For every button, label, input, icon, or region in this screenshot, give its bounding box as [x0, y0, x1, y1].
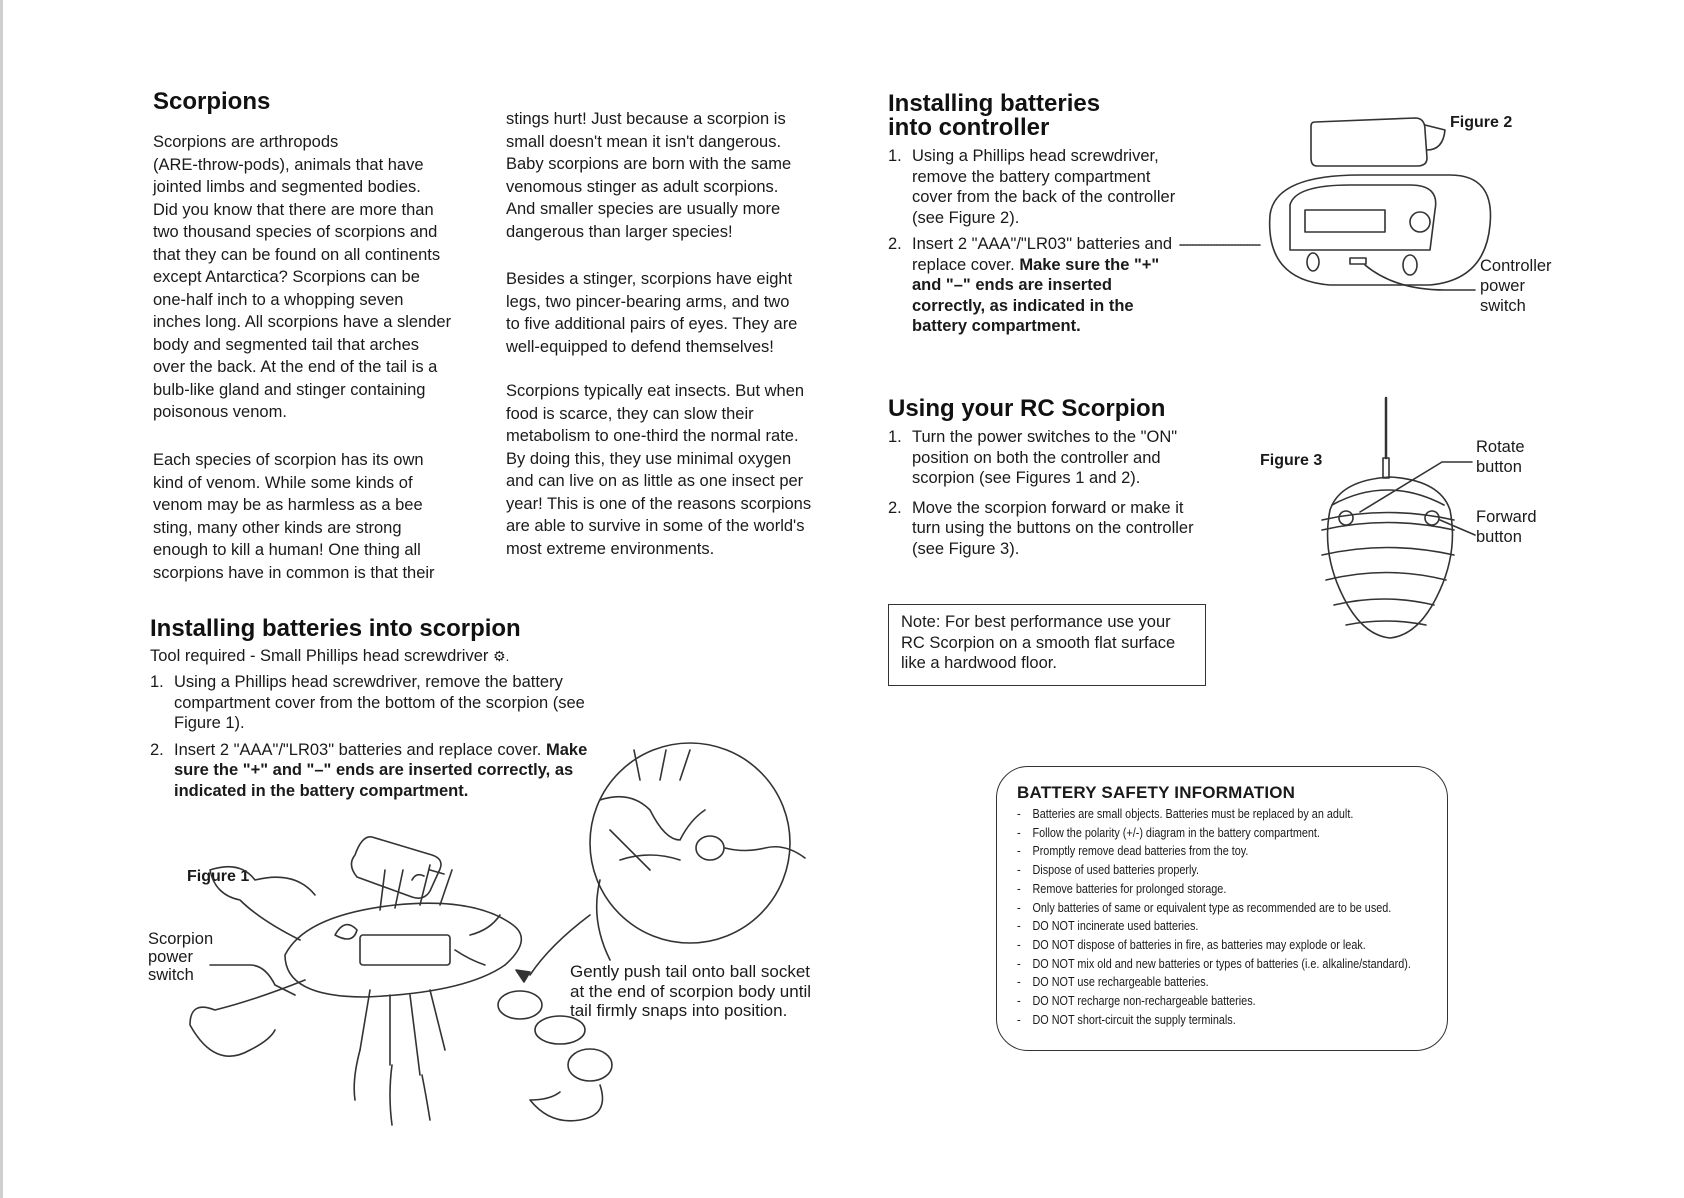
step-text: Turn the power switches to the "ON" position on both the controller and scorpion (see Figures 1 and 2).	[912, 428, 1178, 487]
safety-item: - Promptly remove dead batteries from the toy.	[1017, 842, 1371, 861]
step-text: Insert 2 "AAA"/"LR03" batteries and replace cover.	[912, 235, 1173, 274]
safety-item: - DO NOT mix old and new batteries or types of batteries (i.e. alkaline/standard).	[1017, 955, 1371, 974]
note-box: Note: For best performance use your RC Scorpion on a smooth flat surface like a hardwood floor.	[888, 604, 1206, 686]
step-text: Insert 2 "AAA"/"LR03" batteries and replace cover.	[174, 740, 542, 759]
safety-item: - DO NOT dispose of batteries in fire, as batteries may explode or leak.	[1017, 936, 1371, 955]
safety-item: - DO NOT recharge non-rechargeable batteries.	[1017, 992, 1371, 1011]
scorpions-paragraph-1: Scorpions are arthropods (ARE-throw-pods), animals that have jointed limbs and segmented bodies. Did you know that there are more than two thousand species of scorpions and that they can be found on all continents except Antarctica? Scorpions can be one-half inch to a whopping seven inches long. All scorpions have a slender body and segmented tail that arches over the back. At the end of the tail is a bulb-like gland and stinger containing poisonous venom.	[153, 133, 452, 421]
scorpions-paragraph-2: Each species of scorpion has its own kind of venom. While some kinds of venom may be as harmless as a bee sting, many other kinds are strong enough to kill a human! One thing all scorpions have in common is that their	[153, 451, 435, 582]
step-text: Move the scorpion forward or make it turn using the buttons on the controller (see Figure 3).	[912, 498, 1194, 558]
tool-required-text: Tool required - Small Phillips head screwdriver	[150, 647, 489, 665]
safety-item: - DO NOT use rechargeable batteries.	[1017, 973, 1371, 992]
safety-item: - Only batteries of same or equivalent type as recommended are to be used.	[1017, 899, 1371, 918]
step-number: 1.	[888, 428, 902, 446]
screwdriver-icon: ⚙.	[492, 648, 510, 664]
safety-title: BATTERY SAFETY INFORMATION	[1017, 783, 1296, 802]
safety-item: - Dispose of used batteries properly.	[1017, 861, 1371, 880]
safety-item: - DO NOT incinerate used batteries.	[1017, 917, 1371, 936]
safety-item: - Batteries are small objects. Batteries must be replaced by an adult.	[1017, 805, 1371, 824]
step-text: Using a Phillips head screwdriver, remove the battery compartment cover from the back of the controller (see Figure 2).	[912, 147, 1176, 227]
install-controller-title-line-1: Installing batteries	[888, 90, 1101, 117]
scorpions-title: Scorpions	[153, 88, 271, 115]
step-number: 2.	[150, 740, 164, 759]
safety-item: - Follow the polarity (+/-) diagram in the battery compartment.	[1017, 824, 1371, 843]
install-scorpion-title: Installing batteries into scorpion	[150, 615, 521, 642]
tail-note: Gently push tail onto ball socket at the end of scorpion body until tail firmly snaps into position.	[570, 962, 811, 1020]
rotate-button-label: Rotate button	[1476, 438, 1525, 476]
scorpion-power-switch-label: Scorpion power switch	[148, 930, 214, 984]
safety-list	[1017, 805, 1429, 1029]
scorpions-paragraph-4: Besides a stinger, scorpions have eight legs, two pincer-bearing arms, and two to five additional pairs of eyes. They are well-equipped to defend themselves!	[506, 270, 798, 356]
figure-3-label: Figure 3	[1260, 452, 1323, 469]
scorpions-paragraph-3: stings hurt! Just because a scorpion is small doesn't mean it isn't dangerous. Baby scorpions are born with the same venomous stinger as adult scorpions. And smaller species are usually more dangerous than larger species!	[506, 110, 792, 241]
step-number: 1.	[150, 673, 164, 691]
forward-button-label: Forward button	[1476, 508, 1537, 546]
step-bold-text: Make sure the "+" and "–" ends are inserted correctly, as indicated in the battery compartment.	[912, 255, 1160, 335]
install-controller-title-line-2: into controller	[888, 114, 1050, 141]
step-number: 2.	[888, 235, 902, 253]
battery-safety-box	[996, 766, 1448, 1051]
step-bold-text: Make sure the "+" and "–" ends are inserted correctly, as indicated in the battery compartment.	[174, 740, 588, 800]
safety-item: - Remove batteries for prolonged storage.	[1017, 880, 1371, 899]
figure-1-label: Figure 1	[187, 868, 250, 885]
controller-power-switch-label: Controller power switch	[1480, 257, 1552, 315]
scorpions-paragraph-5: Scorpions typically eat insects. But when food is scarce, they can slow their metabolism to one-third the normal rate. By doing this, they use minimal oxygen and can live on as little as one insect per year! This is one of the reasons scorpions are able to survive in some of the world's most extreme environments.	[506, 382, 812, 558]
using-title: Using your RC Scorpion	[888, 395, 1166, 422]
step-text: Using a Phillips head screwdriver, remove the battery compartment cover from the bottom of the scorpion (see Figure 1).	[174, 673, 585, 732]
step-number: 2.	[888, 498, 902, 517]
safety-item: - DO NOT short-circuit the supply terminals.	[1017, 1011, 1371, 1030]
step-number: 1.	[888, 147, 902, 165]
figure-2-label: Figure 2	[1450, 114, 1513, 131]
